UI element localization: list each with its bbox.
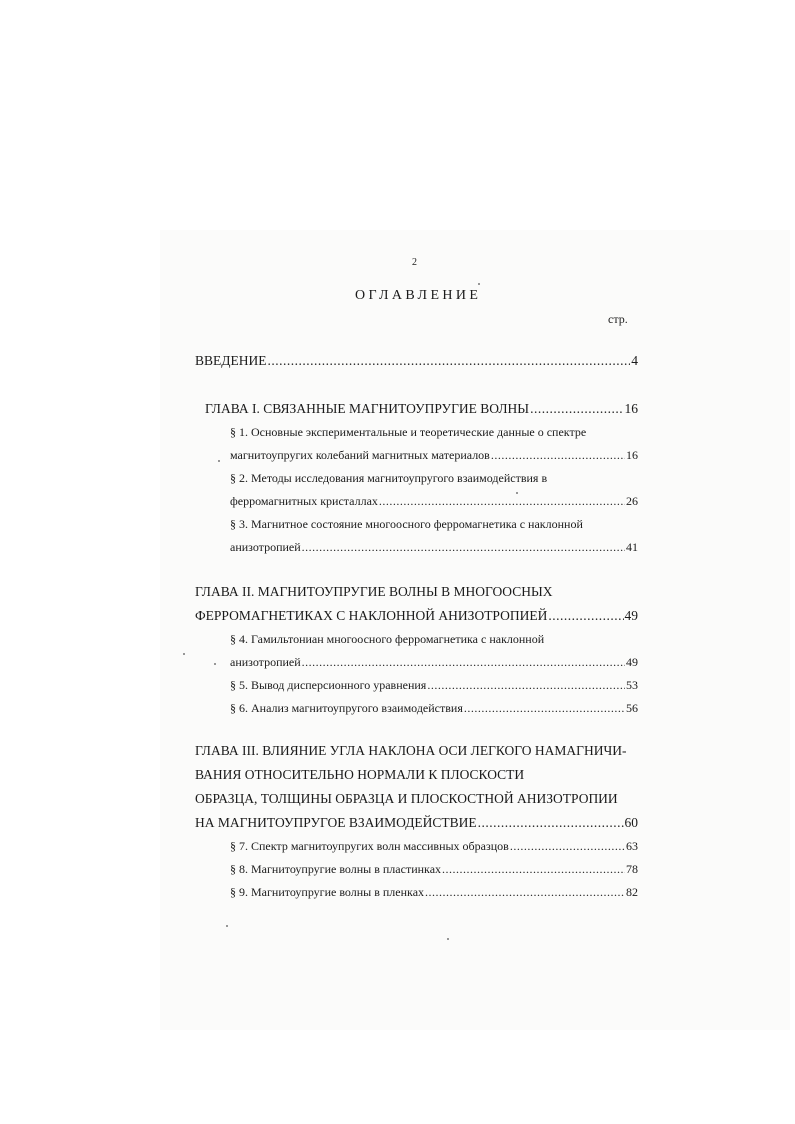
toc-chapter-3-line-1[interactable]: ГЛАВА III. ВЛИЯНИЕ УГЛА НАКЛОНА ОСИ ЛЕГКОГО НАМАГНИЧИ-: [195, 743, 627, 758]
scan-speck: [516, 492, 518, 494]
scan-speck: [214, 663, 216, 665]
toc-page-number: 60: [624, 815, 638, 830]
section-title-line: § 5. Вывод дисперсионного уравнения: [230, 678, 427, 692]
toc-chapter-2-line-1[interactable]: ГЛАВА II. МАГНИТОУПРУГИЕ ВОЛНЫ В МНОГООСНЫХ: [195, 584, 553, 599]
toc-leader-dots: [302, 655, 625, 670]
toc-chapter-1[interactable]: [205, 401, 638, 417]
toc-page-number: 53: [626, 678, 638, 692]
section-title-line: ферромагнитных кристаллах: [230, 494, 378, 508]
toc-leader-dots: [267, 353, 630, 369]
toc-leader-dots: [548, 608, 623, 624]
toc-page-number: 4: [631, 353, 638, 368]
toc-section-1[interactable]: [230, 448, 638, 463]
section-title-line: магнитоупругих колебаний магнитных материалов: [230, 448, 490, 462]
toc-entry-intro[interactable]: [195, 353, 638, 369]
toc-leader-dots: [530, 401, 623, 417]
toc-leader-dots: [464, 701, 625, 716]
scan-speck: [183, 653, 185, 655]
toc-entry-label: ВВЕДЕНИЕ: [195, 353, 267, 368]
scan-speck: [447, 938, 449, 940]
chapter-title-line: ФЕРРОМАГНЕТИКАХ С НАКЛОННОЙ АНИЗОТРОПИЕЙ: [195, 608, 548, 623]
page-column-label: стр.: [608, 312, 628, 326]
toc-page-number: 26: [626, 494, 638, 508]
toc-page-number: 49: [624, 608, 638, 623]
section-title-line: анизотропией: [230, 655, 301, 669]
scanned-page: [160, 230, 790, 1030]
toc-section-2-line-1[interactable]: § 2. Методы исследования магнитоупругого взаимодействия в: [230, 471, 548, 485]
section-title-line: § 9. Магнитоупругие волны в пленках: [230, 885, 425, 899]
toc-leader-dots: [302, 540, 625, 555]
toc-section-2[interactable]: [230, 494, 638, 509]
section-title-line: § 8. Магнитоупругие волны в пластинках: [230, 862, 442, 876]
section-title-line: § 6. Анализ магнитоупругого взаимодействия: [230, 701, 463, 715]
toc-leader-dots: [425, 885, 625, 900]
toc-section-5[interactable]: [230, 678, 638, 693]
toc-leader-dots: [491, 448, 625, 463]
toc-chapter-2[interactable]: [195, 608, 638, 624]
toc-page-number: 78: [626, 862, 638, 876]
toc-page-number: 82: [626, 885, 638, 899]
toc-leader-dots: [510, 839, 625, 854]
toc-section-3-line-1[interactable]: § 3. Магнитное состояние многоосного ферромагнетика с наклонной: [230, 517, 583, 531]
toc-leader-dots: [478, 815, 624, 831]
toc-page-number: 16: [626, 448, 638, 462]
toc-section-7[interactable]: [230, 839, 638, 854]
scan-speck: [478, 283, 480, 285]
page-title: ОГЛАВЛЕНИЕ: [355, 288, 482, 303]
toc-section-1-line-1[interactable]: § 1. Основные экспериментальные и теоретические данные о спектре: [230, 425, 587, 439]
toc-page-number: 63: [626, 839, 638, 853]
toc-section-9[interactable]: [230, 885, 638, 900]
toc-chapter-3[interactable]: [195, 815, 638, 831]
toc-chapter-3-line-2[interactable]: ВАНИЯ ОТНОСИТЕЛЬНО НОРМАЛИ К ПЛОСКОСТИ: [195, 767, 525, 782]
toc-leader-dots: [379, 494, 625, 509]
toc-chapter-3-line-3[interactable]: ОБРАЗЦА, ТОЛЩИНЫ ОБРАЗЦА И ПЛОСКОСТНОЙ АНИЗОТРОПИИ: [195, 791, 618, 806]
toc-leader-dots: [427, 678, 625, 693]
scan-speck: [218, 460, 220, 462]
toc-leader-dots: [442, 862, 625, 877]
toc-page-number: 16: [624, 401, 638, 416]
page-number: 2: [412, 257, 417, 268]
toc-section-8[interactable]: [230, 862, 638, 877]
toc-section-4-line-1[interactable]: § 4. Гамильтониан многоосного ферромагнетика с наклонной: [230, 632, 545, 646]
toc-page-number: 41: [626, 540, 638, 554]
chapter-title-line: НА МАГНИТОУПРУГОЕ ВЗАИМОДЕЙСТВИЕ: [195, 815, 477, 830]
toc-section-3[interactable]: [230, 540, 638, 555]
section-title-line: § 7. Спектр магнитоупругих волн массивных образцов: [230, 839, 509, 853]
section-title-line: анизотропией: [230, 540, 301, 554]
toc-section-6[interactable]: [230, 701, 638, 716]
toc-page-number: 49: [626, 655, 638, 669]
toc-page-number: 56: [626, 701, 638, 715]
toc-section-4[interactable]: [230, 655, 638, 670]
scan-speck: [226, 925, 228, 927]
chapter-title-line: ГЛАВА I. СВЯЗАННЫЕ МАГНИТОУПРУГИЕ ВОЛНЫ: [205, 401, 530, 416]
